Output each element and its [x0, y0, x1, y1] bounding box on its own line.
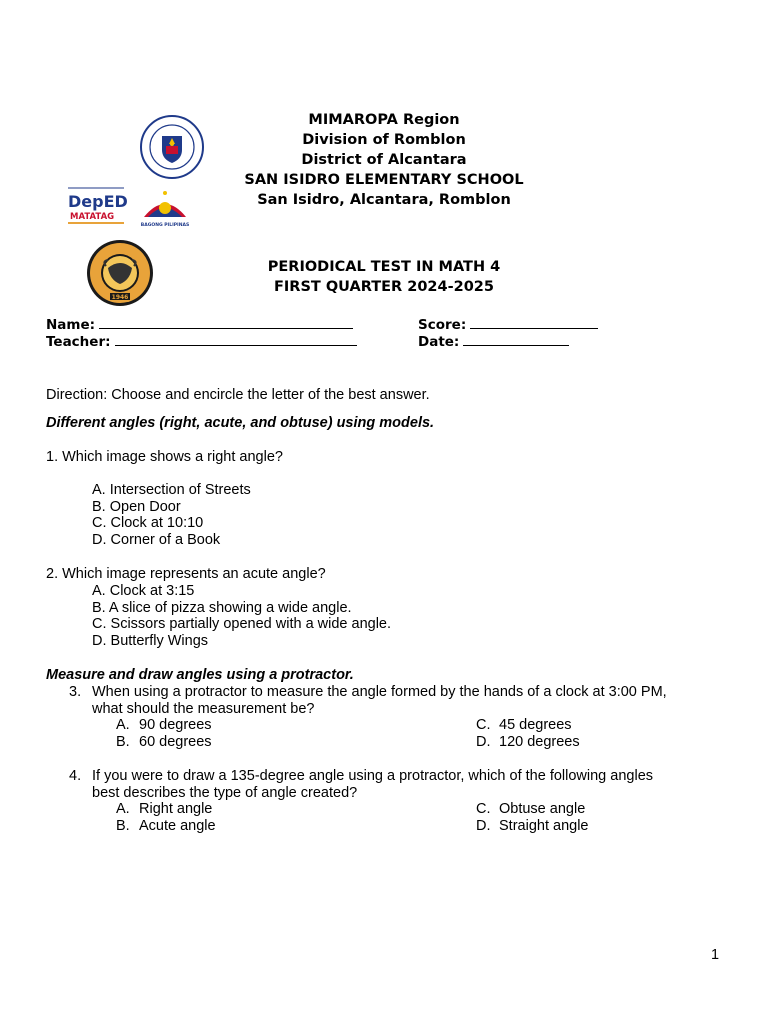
question-1-stem: 1. Which image shows a right angle?: [46, 449, 283, 465]
q1-option-c[interactable]: C. Clock at 10:10: [92, 515, 204, 531]
test-title: PERIODICAL TEST IN MATH 4: [267, 259, 501, 275]
bagong-pilipinas-wordmark: BAGONG PILIPINAS: [140, 223, 190, 228]
q2-option-d[interactable]: D. Butterfly Wings: [92, 633, 209, 649]
q1-option-d[interactable]: D. Corner of a Book: [92, 532, 221, 548]
q1-option-b[interactable]: B. Open Door: [92, 499, 181, 515]
q3-option-b[interactable]: B. 60 degrees: [116, 734, 212, 750]
score-field[interactable]: [418, 316, 598, 333]
date-label: Date:: [418, 334, 460, 350]
q3-option-d[interactable]: D. 120 degrees: [476, 734, 580, 750]
quarter-title: FIRST QUARTER 2024-2025: [274, 279, 494, 295]
q4-option-c[interactable]: C. Obtuse angle: [476, 801, 586, 817]
school-name-line: SAN ISIDRO ELEMENTARY SCHOOL: [244, 172, 524, 188]
question-3-stem-line2: what should the measurement be?: [92, 701, 315, 717]
question-4-stem-line2: best describes the type of angle created?: [92, 785, 358, 801]
region-line: MIMAROPA Region: [308, 112, 460, 128]
date-field[interactable]: [418, 333, 569, 350]
question-3-number: 3.: [69, 684, 82, 700]
division-line: Division of Romblon: [302, 132, 466, 148]
q4-option-d[interactable]: D. Straight angle: [476, 818, 589, 834]
matatag-wordmark: MATATAG: [70, 212, 115, 222]
page-number: 1: [711, 947, 720, 963]
section-heading-protractor: Measure and draw angles using a protractor.: [46, 667, 354, 683]
district-line: District of Alcantara: [301, 152, 467, 168]
teacher-field[interactable]: [46, 333, 357, 350]
question-4-number: 4.: [69, 768, 82, 784]
q3-option-a[interactable]: A. 90 degrees: [116, 717, 212, 733]
q1-option-a[interactable]: A. Intersection of Streets: [92, 482, 251, 498]
q2-option-b[interactable]: B. A slice of pizza showing a wide angle.: [92, 600, 352, 616]
school-seal-year: 1946: [111, 294, 129, 301]
teacher-label: Teacher:: [46, 334, 111, 350]
question-3-stem-line1: When using a protractor to measure the angle formed by the hands of a clock at 3:00 PM,: [92, 684, 667, 700]
score-label: Score:: [418, 317, 467, 333]
q2-option-c[interactable]: C. Scissors partially opened with a wide angle.: [92, 616, 392, 632]
q2-option-a[interactable]: A. Clock at 3:15: [92, 583, 195, 599]
name-label: Name:: [46, 317, 96, 333]
address-line: San Isidro, Alcantara, Romblon: [257, 192, 511, 208]
name-field[interactable]: [46, 316, 353, 333]
section-heading-angles: Different angles (right, acute, and obtuse) using models.: [46, 415, 435, 431]
direction-text: Direction: Choose and encircle the letter of the best answer.: [46, 387, 430, 403]
q3-option-c[interactable]: C. 45 degrees: [476, 717, 572, 733]
q4-option-b[interactable]: B. Acute angle: [116, 818, 216, 834]
question-2-stem: 2. Which image represents an acute angle?: [46, 566, 326, 582]
deped-wordmark: DepED: [68, 192, 128, 211]
q4-option-a[interactable]: A. Right angle: [116, 801, 213, 817]
question-4-stem-line1: If you were to draw a 135-degree angle using a protractor, which of the following angles: [92, 768, 654, 784]
